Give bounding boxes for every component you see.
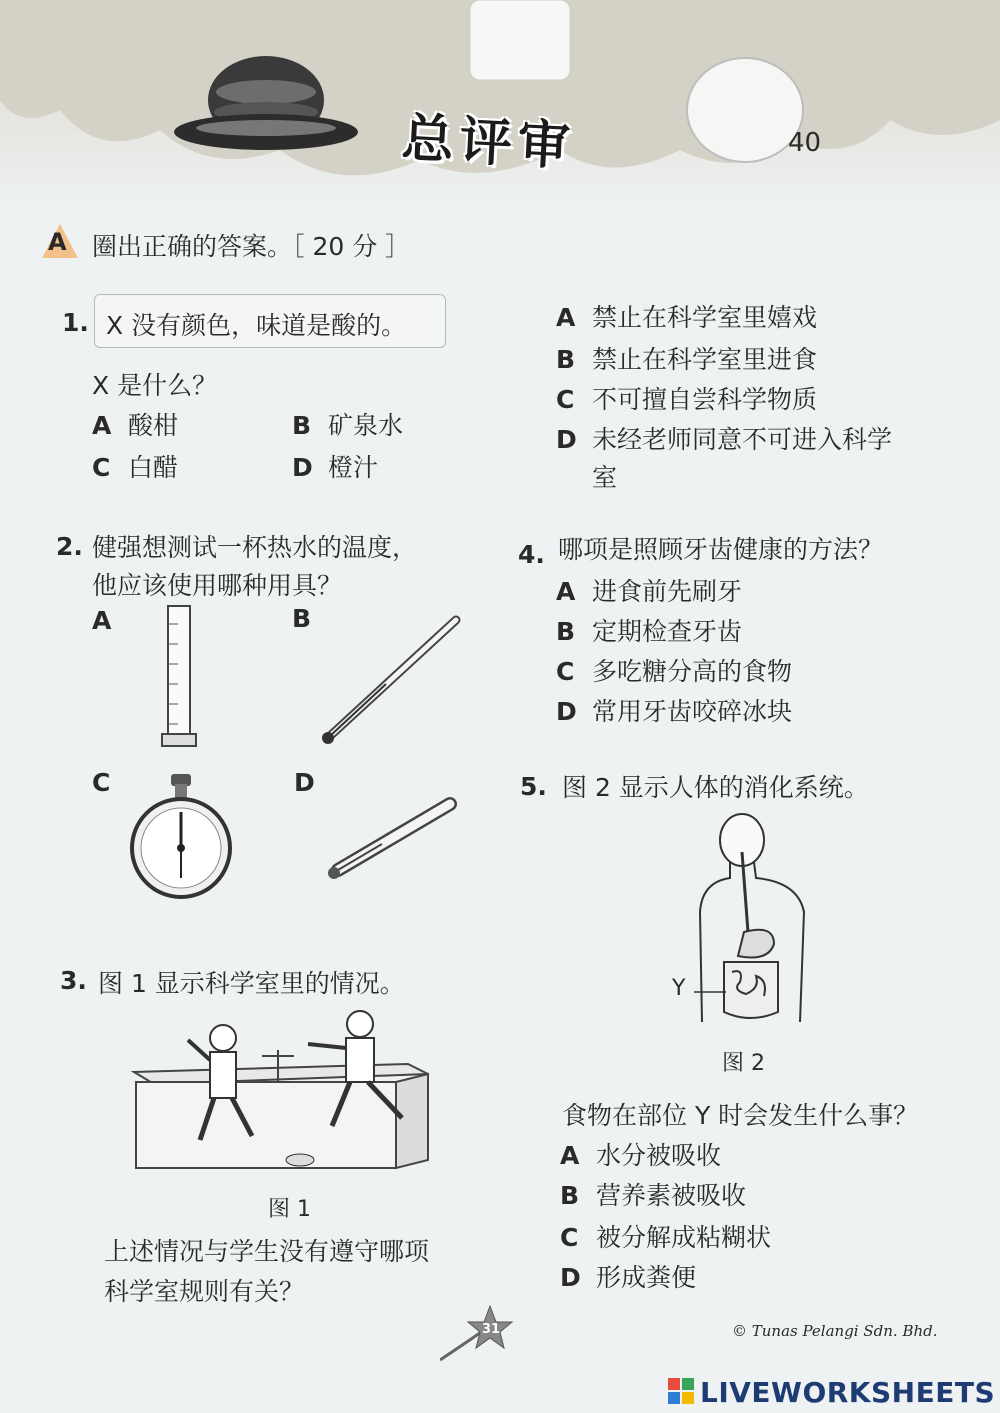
q3-option-c[interactable] xyxy=(556,380,817,416)
option-text: 进食前先刷牙 xyxy=(592,577,743,606)
science-lab-figure xyxy=(128,1010,440,1185)
option-text: 酸柑 xyxy=(128,411,179,440)
page-badge-star-icon xyxy=(440,1300,520,1370)
q5-option-c[interactable] xyxy=(560,1218,771,1254)
q4-option-a[interactable] xyxy=(556,572,742,608)
figure-2-label: 图 2 xyxy=(722,1051,765,1076)
q3-option-d[interactable] xyxy=(556,420,892,456)
q5-question: 图 2 显示人体的消化系统。 xyxy=(562,773,869,802)
option-letter: A xyxy=(556,577,576,606)
q4-question: 哪项是照顾牙齿健康的方法？ xyxy=(558,535,884,564)
q2-option-b-letter[interactable]: B xyxy=(292,604,312,633)
option-letter: A xyxy=(92,411,112,440)
option-letter: B xyxy=(560,1181,580,1210)
option-letter: C xyxy=(556,657,575,686)
q5-number: 5. xyxy=(520,772,547,801)
q5-option-d[interactable] xyxy=(560,1258,696,1294)
option-letter: C xyxy=(556,385,575,414)
page-badge-number: 31 xyxy=(482,1322,501,1337)
q1-question: X 是什么？ xyxy=(92,371,218,400)
q4-option-d[interactable] xyxy=(556,692,792,728)
option-text: 水分被吸收 xyxy=(596,1141,722,1170)
option-text: 不可擅自尝科学物质 xyxy=(592,385,818,414)
option-letter: A xyxy=(556,303,576,332)
q5-option-b[interactable] xyxy=(560,1176,746,1212)
option-letter: B xyxy=(556,617,576,646)
q1-option-c[interactable] xyxy=(92,448,178,484)
option-letter: D xyxy=(556,425,577,454)
option-letter: A xyxy=(560,1141,580,1170)
q4-option-b[interactable] xyxy=(556,612,742,648)
part-y-label: Y xyxy=(672,976,686,1001)
option-text: 禁止在科学室里进食 xyxy=(592,345,818,374)
stopwatch-icon[interactable] xyxy=(128,772,234,902)
q1-number: 1. xyxy=(62,308,89,337)
option-letter: D xyxy=(556,697,577,726)
option-text: 橙汁 xyxy=(328,453,379,482)
option-letter: B xyxy=(556,345,576,374)
option-text: 白醋 xyxy=(128,453,179,482)
q2-question-line2: 他应该使用哪种用具？ xyxy=(92,571,343,600)
q3-followup-line1: 上述情况与学生没有遵守哪项 xyxy=(104,1237,430,1266)
liveworksheets-brand[interactable]: LIVEWORKSHEETS xyxy=(700,1376,996,1409)
section-badge-letter: A xyxy=(48,228,67,256)
clinical-thermometer-icon[interactable] xyxy=(322,790,462,886)
option-text: 矿泉水 xyxy=(328,411,404,440)
option-text: 常用牙齿咬碎冰块 xyxy=(592,697,793,726)
figure-1-label: 图 1 xyxy=(268,1197,311,1222)
measuring-cylinder-icon[interactable] xyxy=(160,604,200,752)
option-text: 禁止在科学室里嬉戏 xyxy=(592,303,818,332)
q2-option-a-letter[interactable]: A xyxy=(92,606,112,635)
q1-option-d[interactable] xyxy=(292,448,378,484)
q3-option-b[interactable] xyxy=(556,340,817,376)
section-instruction: 圈出正确的答案。［ 20 分 ］ xyxy=(92,232,411,261)
copyright-text: © Tunas Pelangi Sdn. Bhd. xyxy=(732,1322,938,1340)
digestive-system-figure xyxy=(694,812,824,1036)
q4-option-c[interactable] xyxy=(556,652,792,688)
liveworksheets-logo-icon xyxy=(668,1378,696,1406)
q2-number: 2. xyxy=(56,532,83,561)
q2-option-d-letter[interactable]: D xyxy=(294,768,315,797)
q3-option-d-continued: 室 xyxy=(592,463,618,492)
option-text: 多吃糖分高的食物 xyxy=(592,657,793,686)
q2-option-c-letter[interactable]: C xyxy=(92,768,111,797)
option-letter: C xyxy=(560,1223,579,1252)
q1-option-b[interactable] xyxy=(292,406,403,442)
option-text: 被分解成粘糊状 xyxy=(596,1223,772,1252)
q3-number: 3. xyxy=(60,966,87,995)
option-text: 未经老师同意不可进入科学 xyxy=(592,425,893,454)
q1-option-a[interactable] xyxy=(92,406,178,442)
q3-followup-line2: 科学室规则有关？ xyxy=(104,1277,305,1306)
option-letter: B xyxy=(292,411,312,440)
q1-statement: X 没有颜色，味道是酸的。 xyxy=(106,311,407,340)
q5-option-a[interactable] xyxy=(560,1136,721,1172)
laboratory-thermometer-icon[interactable] xyxy=(316,612,466,748)
q4-number: 4. xyxy=(518,540,545,569)
option-letter: D xyxy=(292,453,313,482)
q5-followup: 食物在部位 Y 时会发生什么事？ xyxy=(562,1101,919,1130)
q3-option-a[interactable] xyxy=(556,298,817,334)
page-number: 40 xyxy=(788,128,822,158)
option-text: 定期检查牙齿 xyxy=(592,617,743,646)
option-letter: C xyxy=(92,453,111,482)
q3-question: 图 1 显示科学室里的情况。 xyxy=(98,969,405,998)
option-letter: D xyxy=(560,1263,581,1292)
option-text: 营养素被吸收 xyxy=(596,1181,747,1210)
option-text: 形成粪便 xyxy=(596,1263,697,1292)
page-title: 总评审 xyxy=(400,108,578,178)
q2-question-line1: 健强想测试一杯热水的温度， xyxy=(92,533,418,562)
